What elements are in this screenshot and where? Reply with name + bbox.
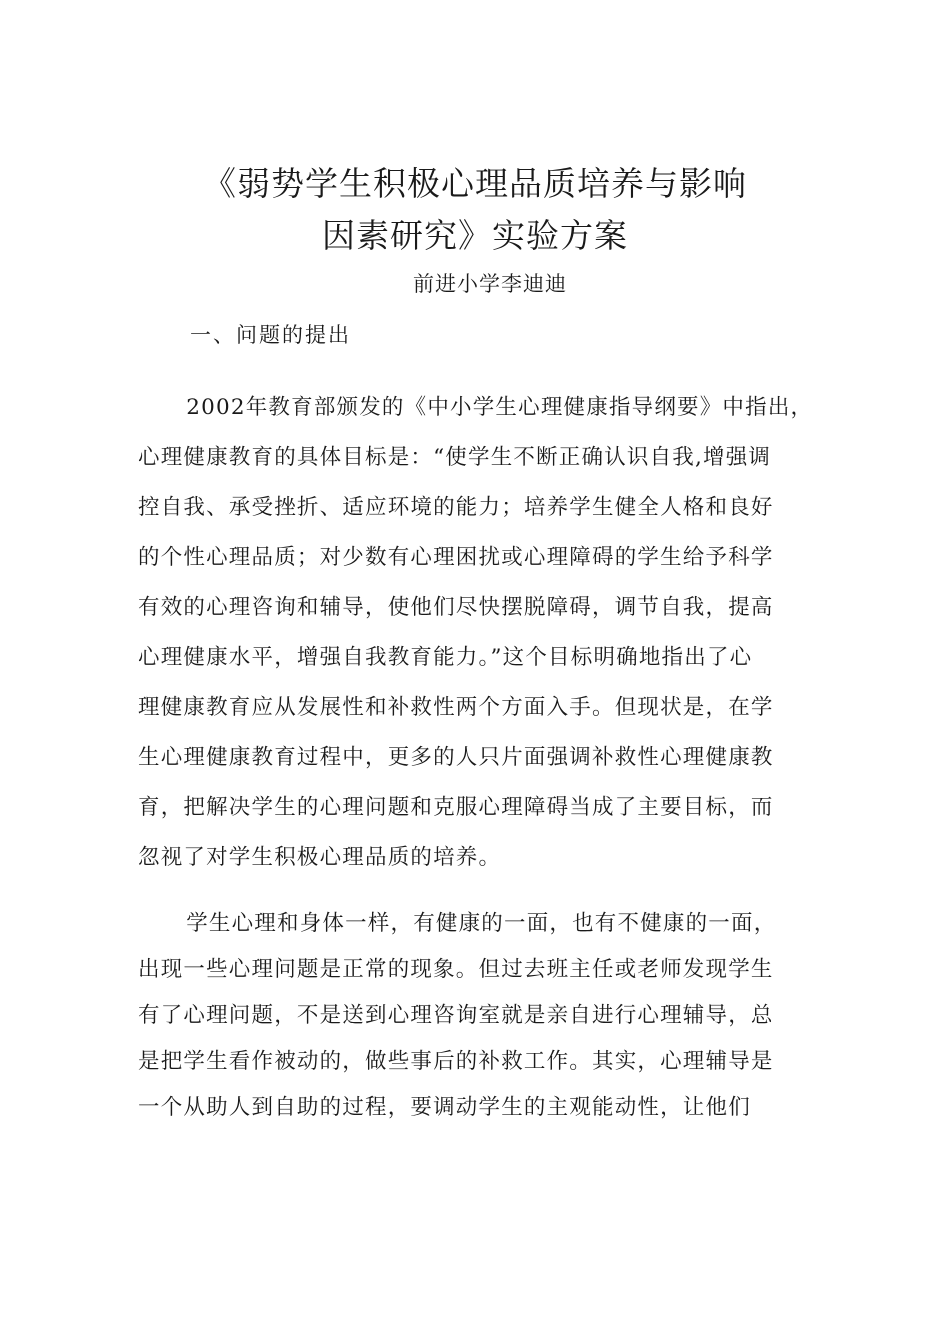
paragraph-line: 出现一些心理问题是正常的现象。但过去班主任或老师发现学生 — [138, 957, 774, 982]
paragraph-line: 2002年教育部颁发的《中小学生心理健康指导纲要》中指出， — [138, 395, 814, 420]
document-title-line-1: 《弱势学生积极心理品质培养与影响 — [203, 164, 747, 203]
paragraph-line: 心理健康教育的具体目标是：“使学生不断正确认识自我,增强调 — [138, 445, 772, 470]
paragraph-line: 一个从助人到自助的过程，要调动学生的主观能动性，让他们 — [138, 1095, 751, 1120]
paragraph-1 — [138, 383, 813, 883]
paragraph-line: 控自我、承受挫折、适应环境的能力；培养学生健全人格和良好 — [138, 495, 774, 520]
paragraph-line: 学生心理和身体一样，有健康的一面，也有不健康的一面， — [138, 911, 777, 936]
paragraph-line: 有效的心理咨询和辅导，使他们尽快摆脱障碍，调节自我，提高 — [138, 595, 774, 620]
paragraph-2 — [138, 901, 776, 1131]
section-heading: 一、问题的提出 — [190, 323, 351, 347]
paragraph-line: 的个性心理品质；对少数有心理困扰或心理障碍的学生给予科学 — [138, 545, 774, 570]
paragraph-line: 忽视了对学生积极心理品质的培养。 — [138, 845, 502, 870]
paragraph-line: 育，把解决学生的心理问题和克服心理障碍当成了主要目标，而 — [138, 795, 774, 820]
paragraph-line: 有了心理问题，不是送到心理咨询室就是亲自进行心理辅导，总 — [138, 1003, 774, 1028]
paragraph-line: 生心理健康教育过程中，更多的人只片面强调补救性心理健康教 — [138, 745, 774, 770]
document-title-line-2: 因素研究》实验方案 — [322, 216, 628, 255]
paragraph-line: 心理健康水平，增强自我教育能力。”这个目标明确地指出了心 — [138, 645, 753, 670]
author-line: 前进小学李迪迪 — [413, 272, 567, 296]
paragraph-line: 理健康教育应从发展性和补救性两个方面入手。但现状是，在学 — [138, 695, 774, 720]
paragraph-line: 是把学生看作被动的，做些事后的补救工作。其实，心理辅导是 — [138, 1049, 774, 1074]
